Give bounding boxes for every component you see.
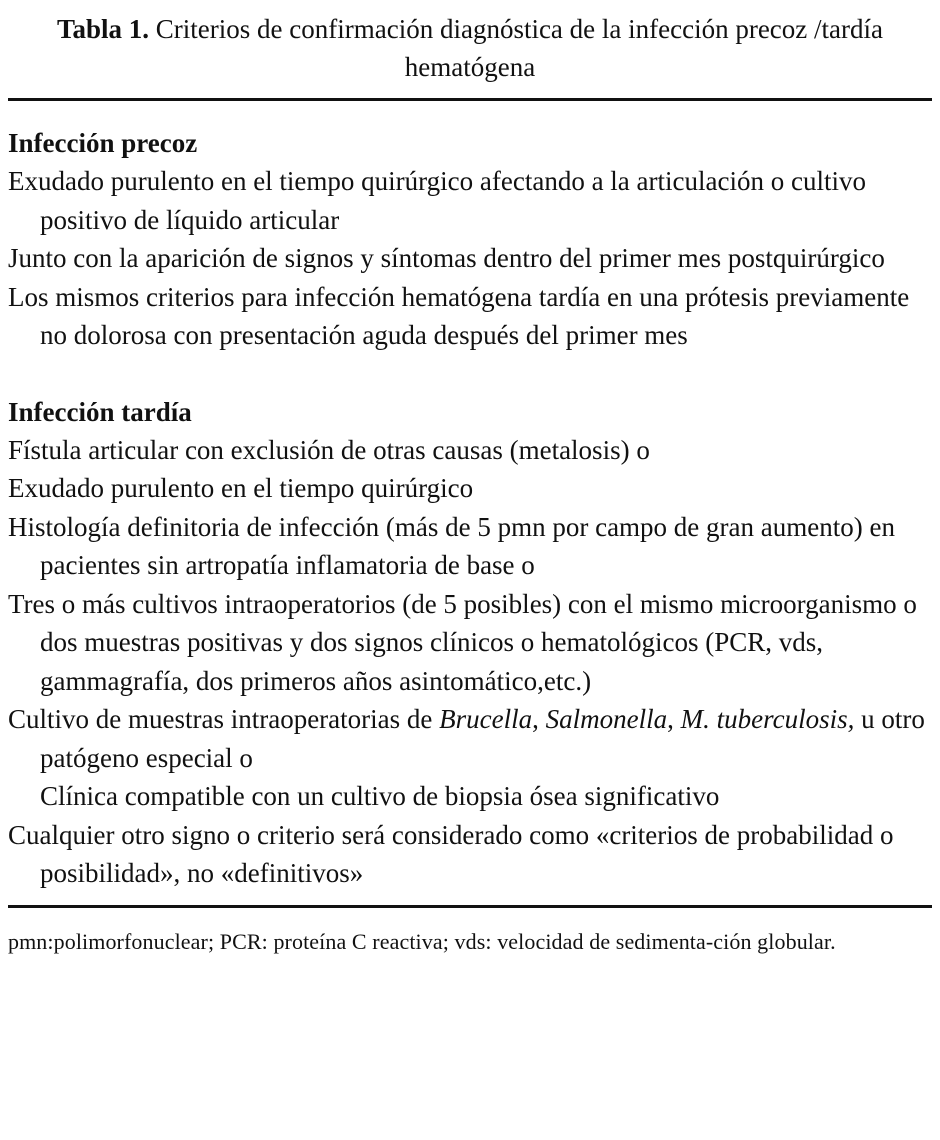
- criteria-item: Los mismos criterios para infección hematógena tardía en una prótesis previamente no dolorosa con presentación aguda después del primer mes: [8, 281, 910, 350]
- table-caption: [8, 10, 932, 86]
- criteria-item: Fístula articular con exclusión de otras causas (metalosis) o: [8, 434, 650, 465]
- table-footnote: pmn:polimorfonuclear; PCR: proteína C reactiva; vds: velocidad de sedimenta-ción globular.: [8, 928, 836, 954]
- early-criteria-list: [8, 162, 932, 355]
- table-top-rule: [8, 98, 932, 101]
- criteria-item: Cualquier otro signo o criterio será considerado como «criterios de probabilidad o posibilidad», no «definitivos»: [8, 819, 894, 888]
- section-heading-early: Infección precoz: [8, 128, 198, 158]
- table-caption-text: Criterios de confirmación diagnóstica de la infección precoz /tardía hematógena: [155, 14, 883, 82]
- section-heading-late: Infección tardía: [8, 396, 192, 427]
- culture-criteria-item: [8, 700, 932, 816]
- culture-suffix: u otro patógeno especial o: [40, 704, 925, 773]
- culture-continuation: Clínica compatible con un cultivo de biopsia ósea significativo: [40, 781, 720, 811]
- criteria-item: Histología definitoria de infección (más de 5 pmn por campo de gran aumento) en pacientes sin artropatía inflamatoria de base o: [8, 511, 895, 580]
- criteria-item: Exudado purulento en el tiempo quirúrgico afectando a la articulación o cultivo positivo de líquido articular: [8, 166, 866, 235]
- separator: ,: [532, 704, 546, 734]
- organism-m-tuberculosis: M. tuberculosis,: [680, 704, 855, 734]
- criteria-item: Exudado purulento en el tiempo quirúrgico: [8, 473, 474, 503]
- section-spacer: [8, 355, 932, 393]
- separator: ,: [667, 704, 681, 734]
- section-late-infection: [8, 393, 932, 893]
- late-criteria-list: [8, 431, 932, 893]
- organism-brucella: Brucella: [439, 704, 533, 734]
- section-early-infection: [8, 124, 932, 355]
- table-bottom-rule: [8, 905, 932, 908]
- organism-salmonella: Salmonella: [545, 704, 668, 734]
- table-caption-label: Tabla 1.: [56, 14, 150, 44]
- criteria-item: Tres o más cultivos intraoperatorios (de 5 posibles) con el mismo microorganismo o dos muestras positivas y dos signos clínicos o hematológicos (PCR, vds, gammagrafía, dos primeros años asintomático,etc.): [8, 588, 917, 696]
- criteria-item: Junto con la aparición de signos y síntomas dentro del primer mes postquirúrgico: [8, 243, 885, 273]
- culture-prefix: Cultivo de muestras intraoperatorias de: [8, 704, 440, 734]
